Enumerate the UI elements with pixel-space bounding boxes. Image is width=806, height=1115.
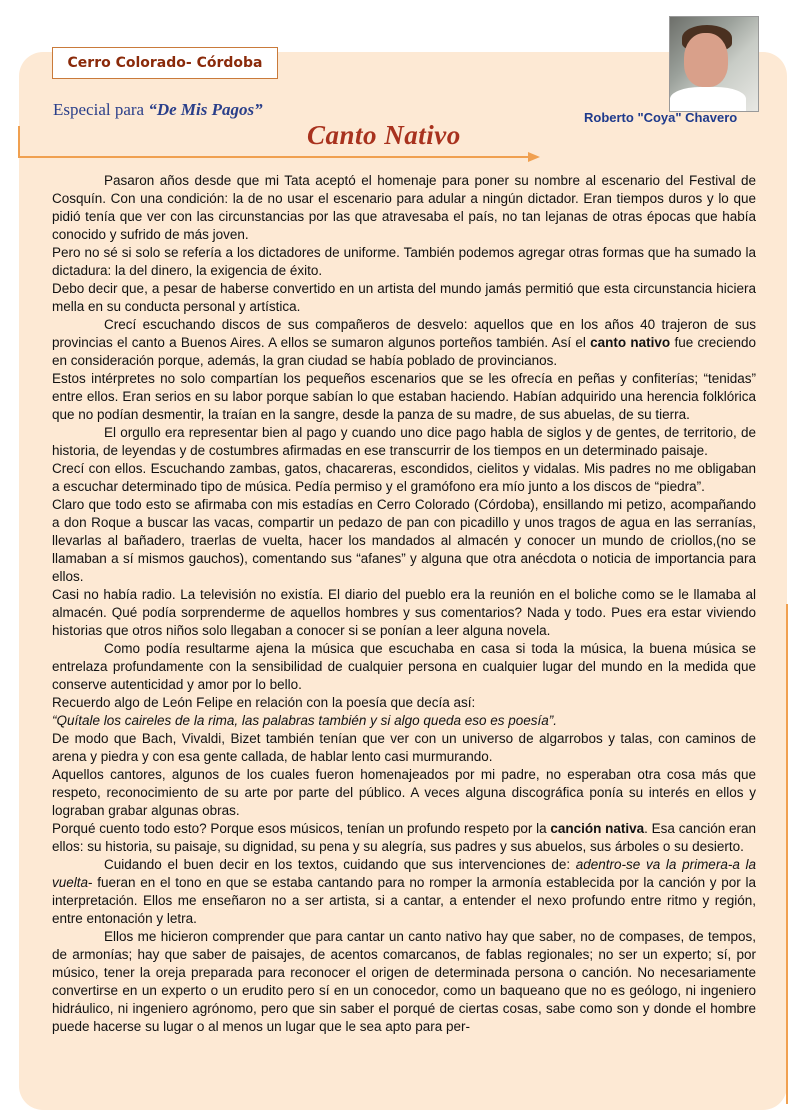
special-prefix: Especial para [53,100,149,119]
quote: “Quítale los caireles de la rima, las palabras también y si algo queda eso es poesía”. [52,713,558,728]
arrow-icon [528,152,540,162]
paragraph-text: - fueran en el tono en que se estaba cantando para no romper la armonía establecida por la canción y por la interpretación. Ellos me enseñaron no a ser artista, si a cantar, a entender el nexo profundo entre ritmo y región, entre entonación y letra. [52,875,756,926]
photo-face [684,33,728,87]
article-body [52,172,756,1036]
bold-term: canción nativa [550,821,645,836]
paragraph: Estos intérpretes no solo compartían los pequeños escenarios que se les ofrecía en peñas y confiterías; “tenidas” entre ellos. Eran serios en su labor porque sabían lo que estaban haciendo. Habían adquirido una herencia folklórica que no podían desmentir, la traían en la sangre, desde la panza de su madre, de sus abuelas, de su tierra. [52,371,756,422]
decorative-line-right [786,604,788,1104]
photo-shirt [670,87,746,112]
paragraph-text: Crecí escuchando discos de sus compañeros de desvelo: aquellos que en los años 40 trajeron de sus provincias el canto a Buenos Aires. A ellos se sumaron algunos porteños también. Así el [52,317,756,350]
author-photo [669,16,759,112]
special-for-line [53,100,263,120]
paragraph-text: . Esa canción eran ellos: su historia, su paisaje, su dignidad, su pena y su alegría, sus padres y sus abuelos, sus árboles o su desierto. [52,821,756,854]
paragraph: De modo que Bach, Vivaldi, Bizet también tenían que ver con un universo de algarrobos y talas, con caminos de arena y piedra y con esa gente callada, de hablar lento casi murmurando. [52,731,756,764]
paragraph-text: fue creciendo en consideración porque, además, la gran ciudad se había poblado de provincianos. [52,335,757,368]
paragraph: Crecí con ellos. Escuchando zambas, gatos, chacareras, escondidos, cielitos y vidalas. Mis padres no me obligaban a escuchar determinado tipo de música. Pedía permiso y el gramófono era mío junto a los discos de “piedra”. [52,461,756,494]
paragraph [52,316,756,370]
paragraph: El orgullo era representar bien al pago y cuando uno dice pago habla de siglos y de gentes, de territorio, de historia, de leyendas y de costumbres afirmadas en ese transcurrir de los tiempos en un determinado paisaje. [52,425,756,458]
paragraph: Como podía resultarme ajena la música que escuchaba en casa si toda la música, la buena música se entrelaza profundamente con la sensibilidad de cualquier persona en cualquier lugar del mundo en la medida que conserve autenticidad y amor por lo bello. [52,641,756,692]
paragraph-text: Porqué cuento todo esto? Porque esos músicos, tenían un profundo respeto por la [52,821,551,836]
location-label: Cerro Colorado- Córdoba [52,47,278,79]
paragraph-text: Cuidando el buen decir en los textos, cuidando que sus intervenciones de: [104,857,576,872]
paragraph: Pero no sé si solo se refería a los dictadores de uniforme. También podemos agregar otras formas que ha sumado la dictadura: la del dinero, la exigencia de éxito. [52,245,756,278]
bold-term: canto nativo [590,335,671,350]
paragraph: Claro que todo esto se afirmaba con mis estadías en Cerro Colorado (Córdoba), ensillando mi petizo, acompañando a don Roque a buscar las vacas, compartir un pedazo de pan con picadillo y unos tragos de agua en las serranías, llevarlas al bañadero, traerlas de vuelta, hacer los mandados al almacén y conocer un mundo de criollos,(no se llamaban a sí mismos gauchos), comentando sus “afanes” y alguna que otra anécdota o noticia de importancia para ellos. [52,497,756,584]
author-name: Roberto "Coya" Chavero [584,110,738,125]
article-title: Canto Nativo [307,120,461,150]
paragraph: Pasaron años desde que mi Tata aceptó el homenaje para poner su nombre al escenario del Festival de Cosquín. Con una condición: la de no usar el escenario para adular a ningún dictador. Eran tiempos duros y lo que pidió tenía que ver con las circunstancias por las que atravesaba el país, no tan lejanas de otras épocas que había conocido y sufrido de más joven. [52,173,756,242]
paragraph: Casi no había radio. La televisión no existía. El diario del pueblo era la reunión en el boliche como se le llamaba al almacén. Qué podía sorprenderme de aquellos hombres y sus comentarios? Nada y todo. Pues era estar viviendo historias que otros niños solo llegaban a conocer si se ponían a leer alguna novela. [52,587,756,638]
paragraph [52,856,756,928]
paragraph: Ellos me hicieron comprender que para cantar un canto nativo hay que saber, no de compases, de tempos, de armonías; hay que saber de paisajes, de acentos comarcanos, de fablas regionales; no ser un experto; sí, por músico, tener la oreja preparada para reconocer el origen de determinada persona o canción. No necesariamente convertirse en un experto o un erudito pero sí en un conocedor, como un baqueano que no es geólogo, ni ingeniero hidráulico, ni ingeniero agrónomo, pero que sin saber el porqué de ciertas cosas, sabe como son y donde el hombre puede hacerse su lugar o al menos un lugar que le sea apto para per- [52,929,756,1034]
paragraph: Debo decir que, a pesar de haberse convertido en un artista del mundo jamás permitió que esta circunstancia hiciera mella en su conducta personal y artística. [52,281,756,314]
paragraph: Recuerdo algo de León Felipe en relación con la poesía que decía así: [52,695,476,710]
paragraph: Aquellos cantores, algunos de los cuales fueron homenajeados por mi padre, no esperaban otra cosa más que respeto, reconocimiento de su arte por parte del público. A veces alguna discográfica ponía su interés en ellos y lograban grabar algunas obras. [52,767,756,818]
paragraph [52,820,756,856]
title-underline [19,156,529,158]
italic-phrase: adentro-se va la primera-a la vuelta [52,857,756,890]
decorative-line-left [18,126,20,158]
magazine-name: “De Mis Pagos” [148,100,263,119]
